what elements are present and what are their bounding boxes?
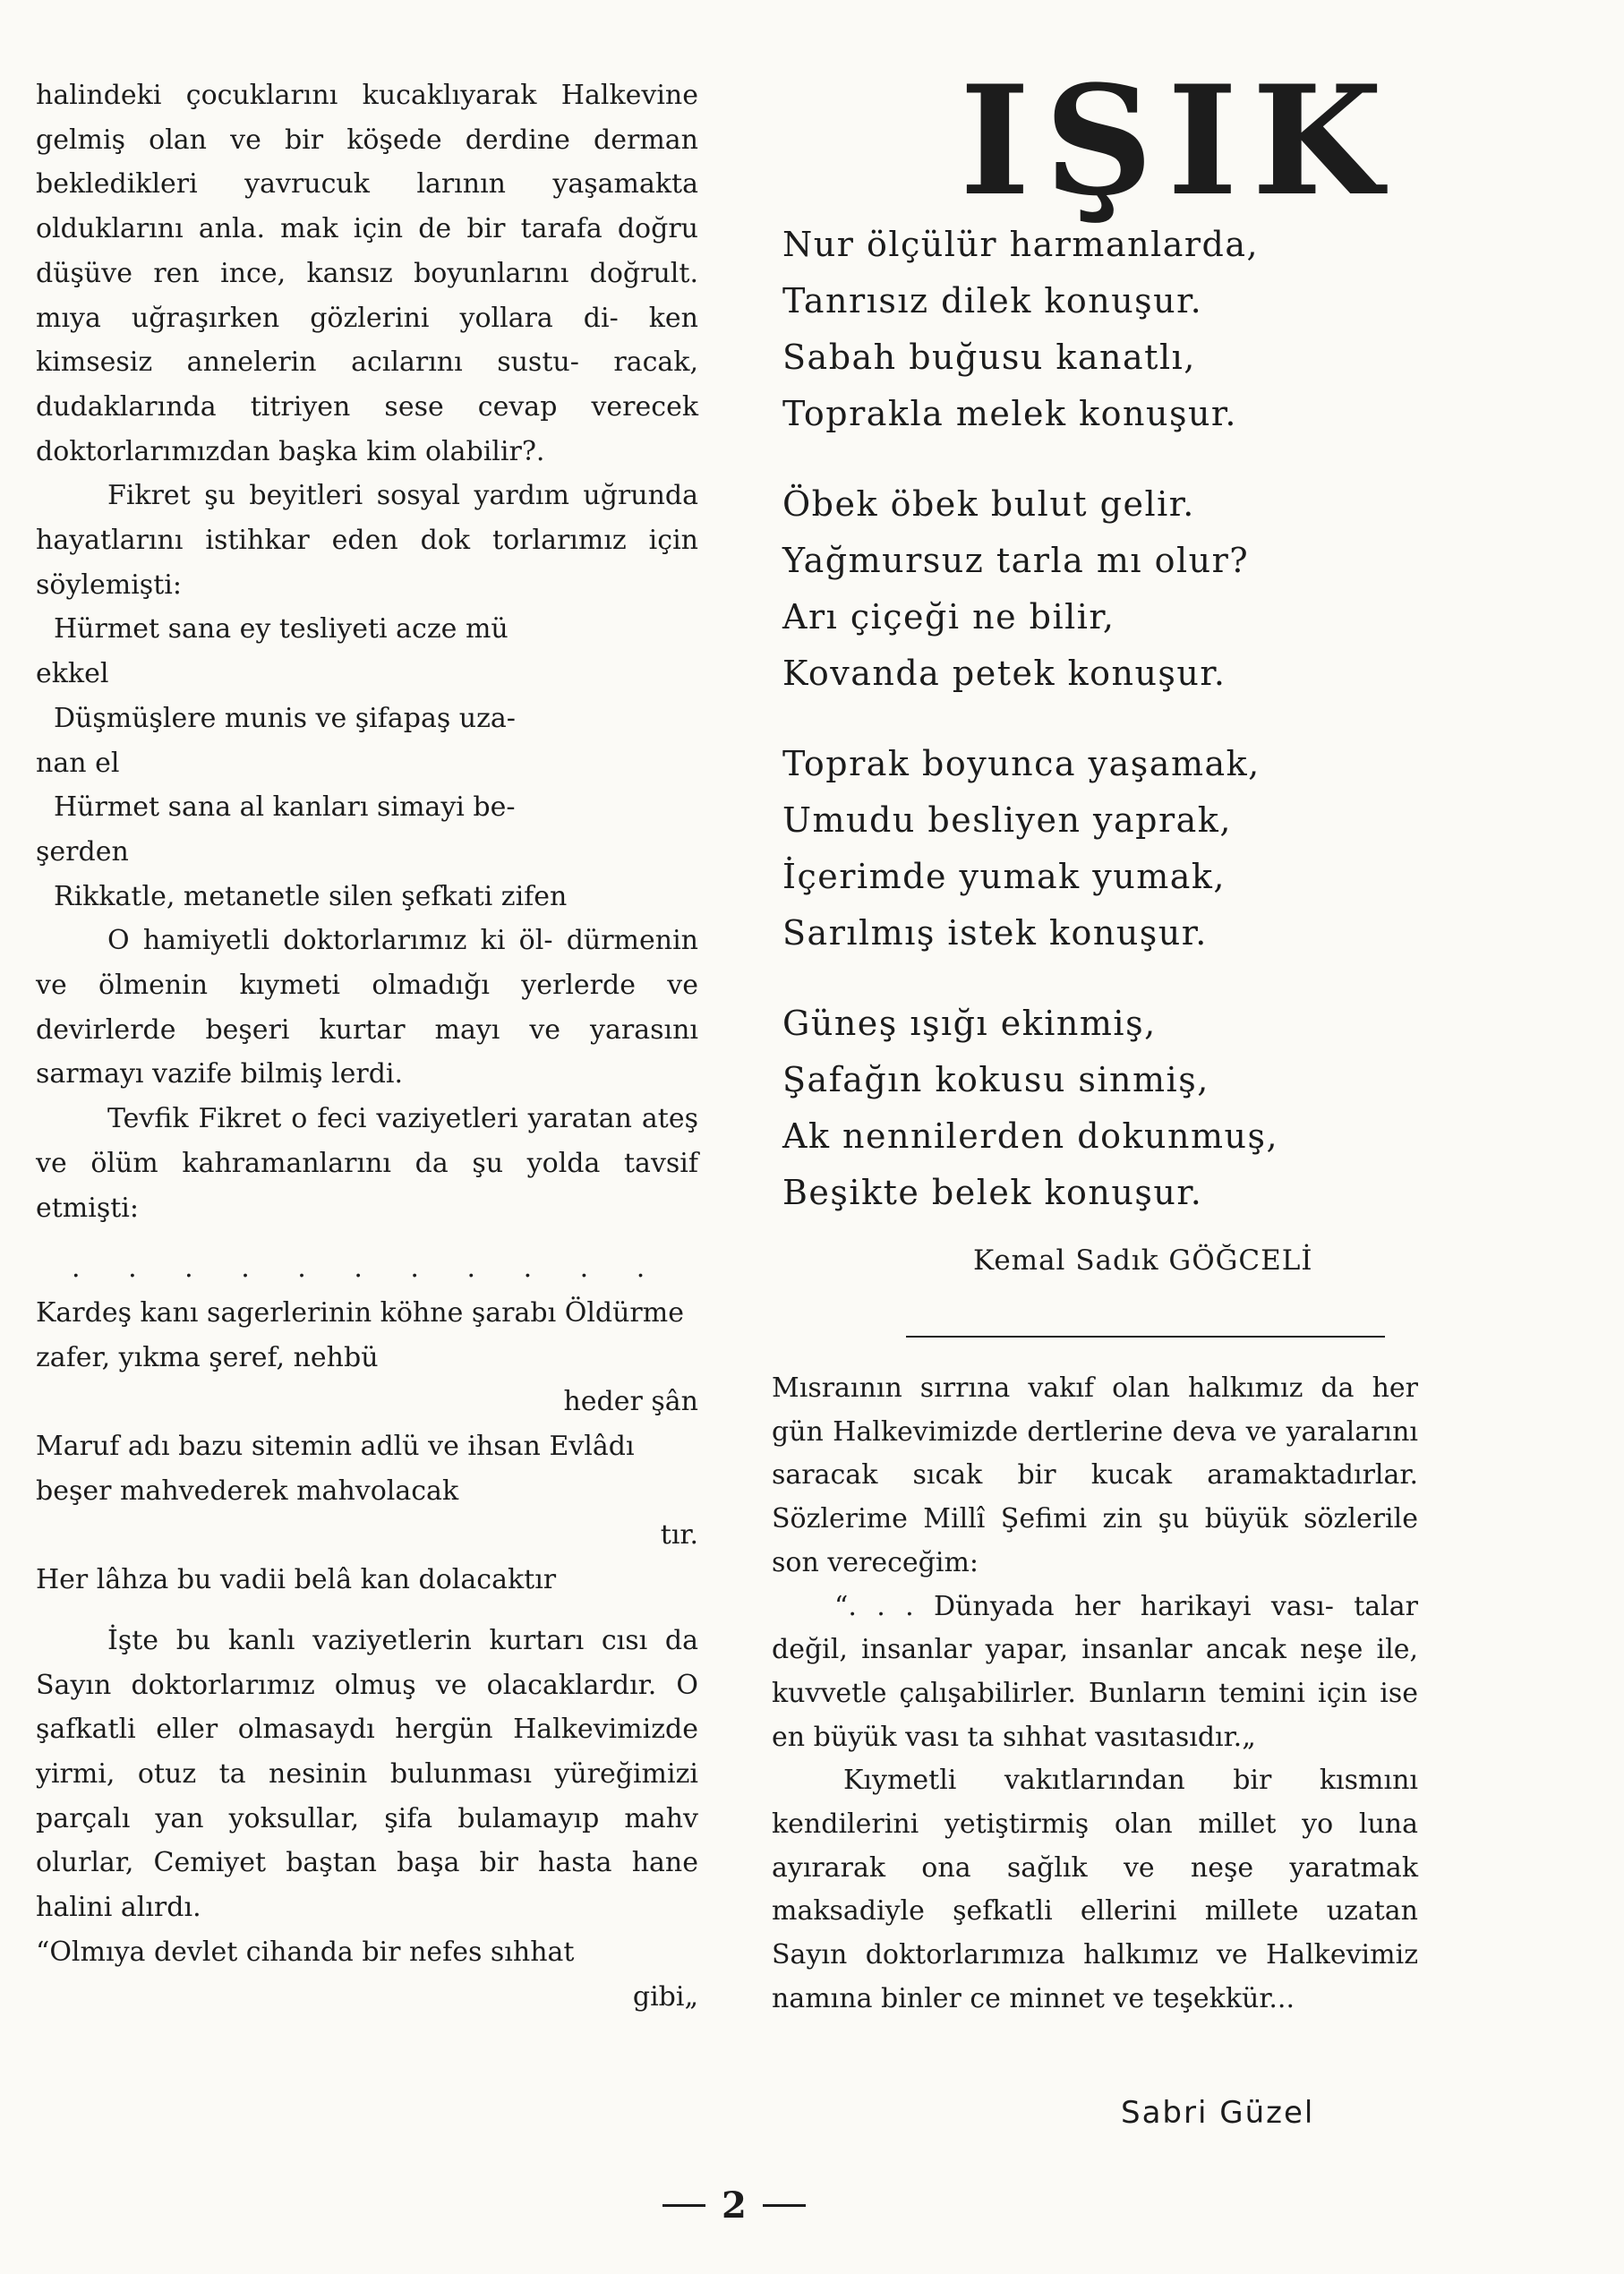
page-number [662, 2184, 806, 2227]
verse-line: Hürmet sana al kanları simayi be- [54, 791, 516, 824]
verse-line: ekkel [36, 658, 109, 690]
verse-line: Hürmet sana ey tesliyeti acze mü [54, 613, 509, 645]
paragraph-4: Tevfik Fikret o feci vaziyetleri yaratan ateş ve ölüm kahramanlarını da şu yolda tavsif etmişti: [36, 1103, 698, 1224]
stanza-1 [782, 217, 1278, 442]
stanza-2 [782, 476, 1278, 702]
paragraph-2: Fikret şu beyitleri sosyal yardım uğrunda hayatlarını istihkar eden dok torlarımız için söylemişti: [36, 480, 698, 601]
quote-end: gibi„ [632, 1980, 698, 2013]
poem-line: Toprakla melek konuşur. [782, 394, 1237, 433]
paragraph-1: halindeki çocuklarını kucaklıyarak Halkevine gelmiş olan ve bir köşede derdine derman bekledikleri yavrucuk larının yaşamakta olduklarını anla. mak için de bir tarafa doğru düşüve ren ince, kansız boyunlarını doğrult. mıya uğraşırken gözlerini yollara di- ken kimsesiz annelerin acılarını sustu- racak, dudaklarında titriyen sese cevap verecek doktorlarımızdan başka kim olabilir?. [36, 80, 698, 467]
divider [906, 1336, 1385, 1338]
poem-line: Umudu besliyen yaprak, [782, 800, 1232, 840]
poem-line: Tanrısız dilek konuşur. [782, 281, 1203, 321]
poem-line: Sabah buğusu kanatlı, [782, 338, 1196, 377]
verse-line: Rikkatle, metanetle silen şefkati zifen [54, 880, 568, 912]
page-number-value: 2 [722, 2184, 747, 2227]
verse-line: şerden [36, 835, 129, 868]
poem-line: Güneş ışığı ekinmiş, [782, 1004, 1157, 1043]
stanza-4 [782, 996, 1278, 1221]
closing-quote: “. . . Dünyada her harikayi vası- talar değil, insanlar yapar, insanlar ancak neşe ile, kuvvetle çalışabilirler. Bunların temini için ise en büyük vası ta sıhhat vasıtasıdır.„ [772, 1590, 1418, 1753]
verse-line: Öldürme zafer, yıkma şeref, nehbü [36, 1296, 684, 1373]
poem-line: Sarılmış istek konuşur. [782, 913, 1208, 953]
quote-line: “Olmıya devlet cihanda bir nefes sıhhat [36, 1936, 575, 1968]
verse-line: Her lâhza bu vadii belâ kan dolacaktır [36, 1564, 557, 1596]
poem-line: Ak nennilerden dokunmuş, [782, 1116, 1279, 1156]
poem-line: Beşikte belek konuşur. [782, 1173, 1203, 1212]
paragraph-3: O hamiyetli doktorlarımız ki öl- dürmenin ve ölmenin kıymeti olmadığı yerlerde ve devirlerde beşeri kurtar mayı ve yarasını sarmayı vazife bilmiş lerdi. [36, 925, 698, 1090]
poem-line: İçerimde yumak yumak, [782, 857, 1226, 896]
closing-paragraph-1: Mısraının sırrına vakıf olan halkımız da her gün Halkevimizde dertlerine deva ve yaralarını saracak sıcak bir kucak aramaktadırlar. Sözlerime Millî Şefimi zin şu büyük sözlerile son vereceğim: [772, 1372, 1418, 1578]
verse-line: Kardeş kanı sagerlerinin köhne şarabı [36, 1296, 557, 1329]
poem-title: IŞIK [960, 52, 1397, 229]
left-column [36, 73, 698, 2019]
poet-name: Kemal Sadık GÖĞCELİ [973, 1244, 1313, 1277]
verse-2 [36, 1291, 698, 1603]
dash-right [763, 2204, 806, 2207]
poem-line: Nur ölçülür harmanlarda, [782, 225, 1260, 264]
closing-text [772, 1367, 1418, 2022]
poem-line: Toprak boyunca yaşamak, [782, 744, 1261, 783]
verse-line: heder şân [563, 1386, 698, 1418]
verse-line: tır. [660, 1519, 698, 1552]
verse-line: Evlâdı beşer mahvederek mahvolacak [36, 1431, 635, 1507]
verse-line: nan el [36, 747, 120, 779]
poem-line: Arı çiçeği ne bilir, [782, 597, 1115, 637]
poem [782, 217, 1278, 1255]
poem-line: Şafağın kokusu sinmiş, [782, 1060, 1209, 1099]
poem-line: Yağmursuz tarla mı olur? [782, 541, 1250, 580]
poem-line: Öbek öbek bulut gelir. [782, 484, 1195, 524]
verse-line: Düşmüşlere munis ve şifapaş uza- [54, 702, 516, 734]
poem-line: Kovanda petek konuşur. [782, 654, 1227, 693]
ellipsis-row: . . . . . . . . . . . [72, 1252, 665, 1285]
verse-1 [36, 607, 698, 919]
dash-left [662, 2204, 705, 2207]
verse-line: Maruf adı bazu sitemin adlü ve ihsan [36, 1431, 541, 1463]
stanza-3 [782, 736, 1278, 962]
signature: Sabri Güzel [1121, 2095, 1315, 2131]
paragraph-5: İşte bu kanlı vaziyetlerin kurtarı cısı da Sayın doktorlarımız olmuş ve olacaklardır. O şafkatli eller olmasaydı hergün Halkevimizde yirmi, otuz ta nesinin bulunması yüreğimizi parçalı yan yoksullar, şifa bulamayıp mahv olurlar, Cemiyet baştan başa bir hasta hane halini alırdı. [36, 1624, 698, 1924]
closing-paragraph-2: Kıymetli vakıtlarından bir kısmını kendilerini yetiştirmiş olan millet yo luna ayırarak ona sağlık ve neşe yaratmak maksadiyle şefkatli ellerini millete uzatan Sayın doktorlarımıza halkımız ve Halkevimiz namına binler ce minnet ve teşekkür... [772, 1765, 1418, 2014]
